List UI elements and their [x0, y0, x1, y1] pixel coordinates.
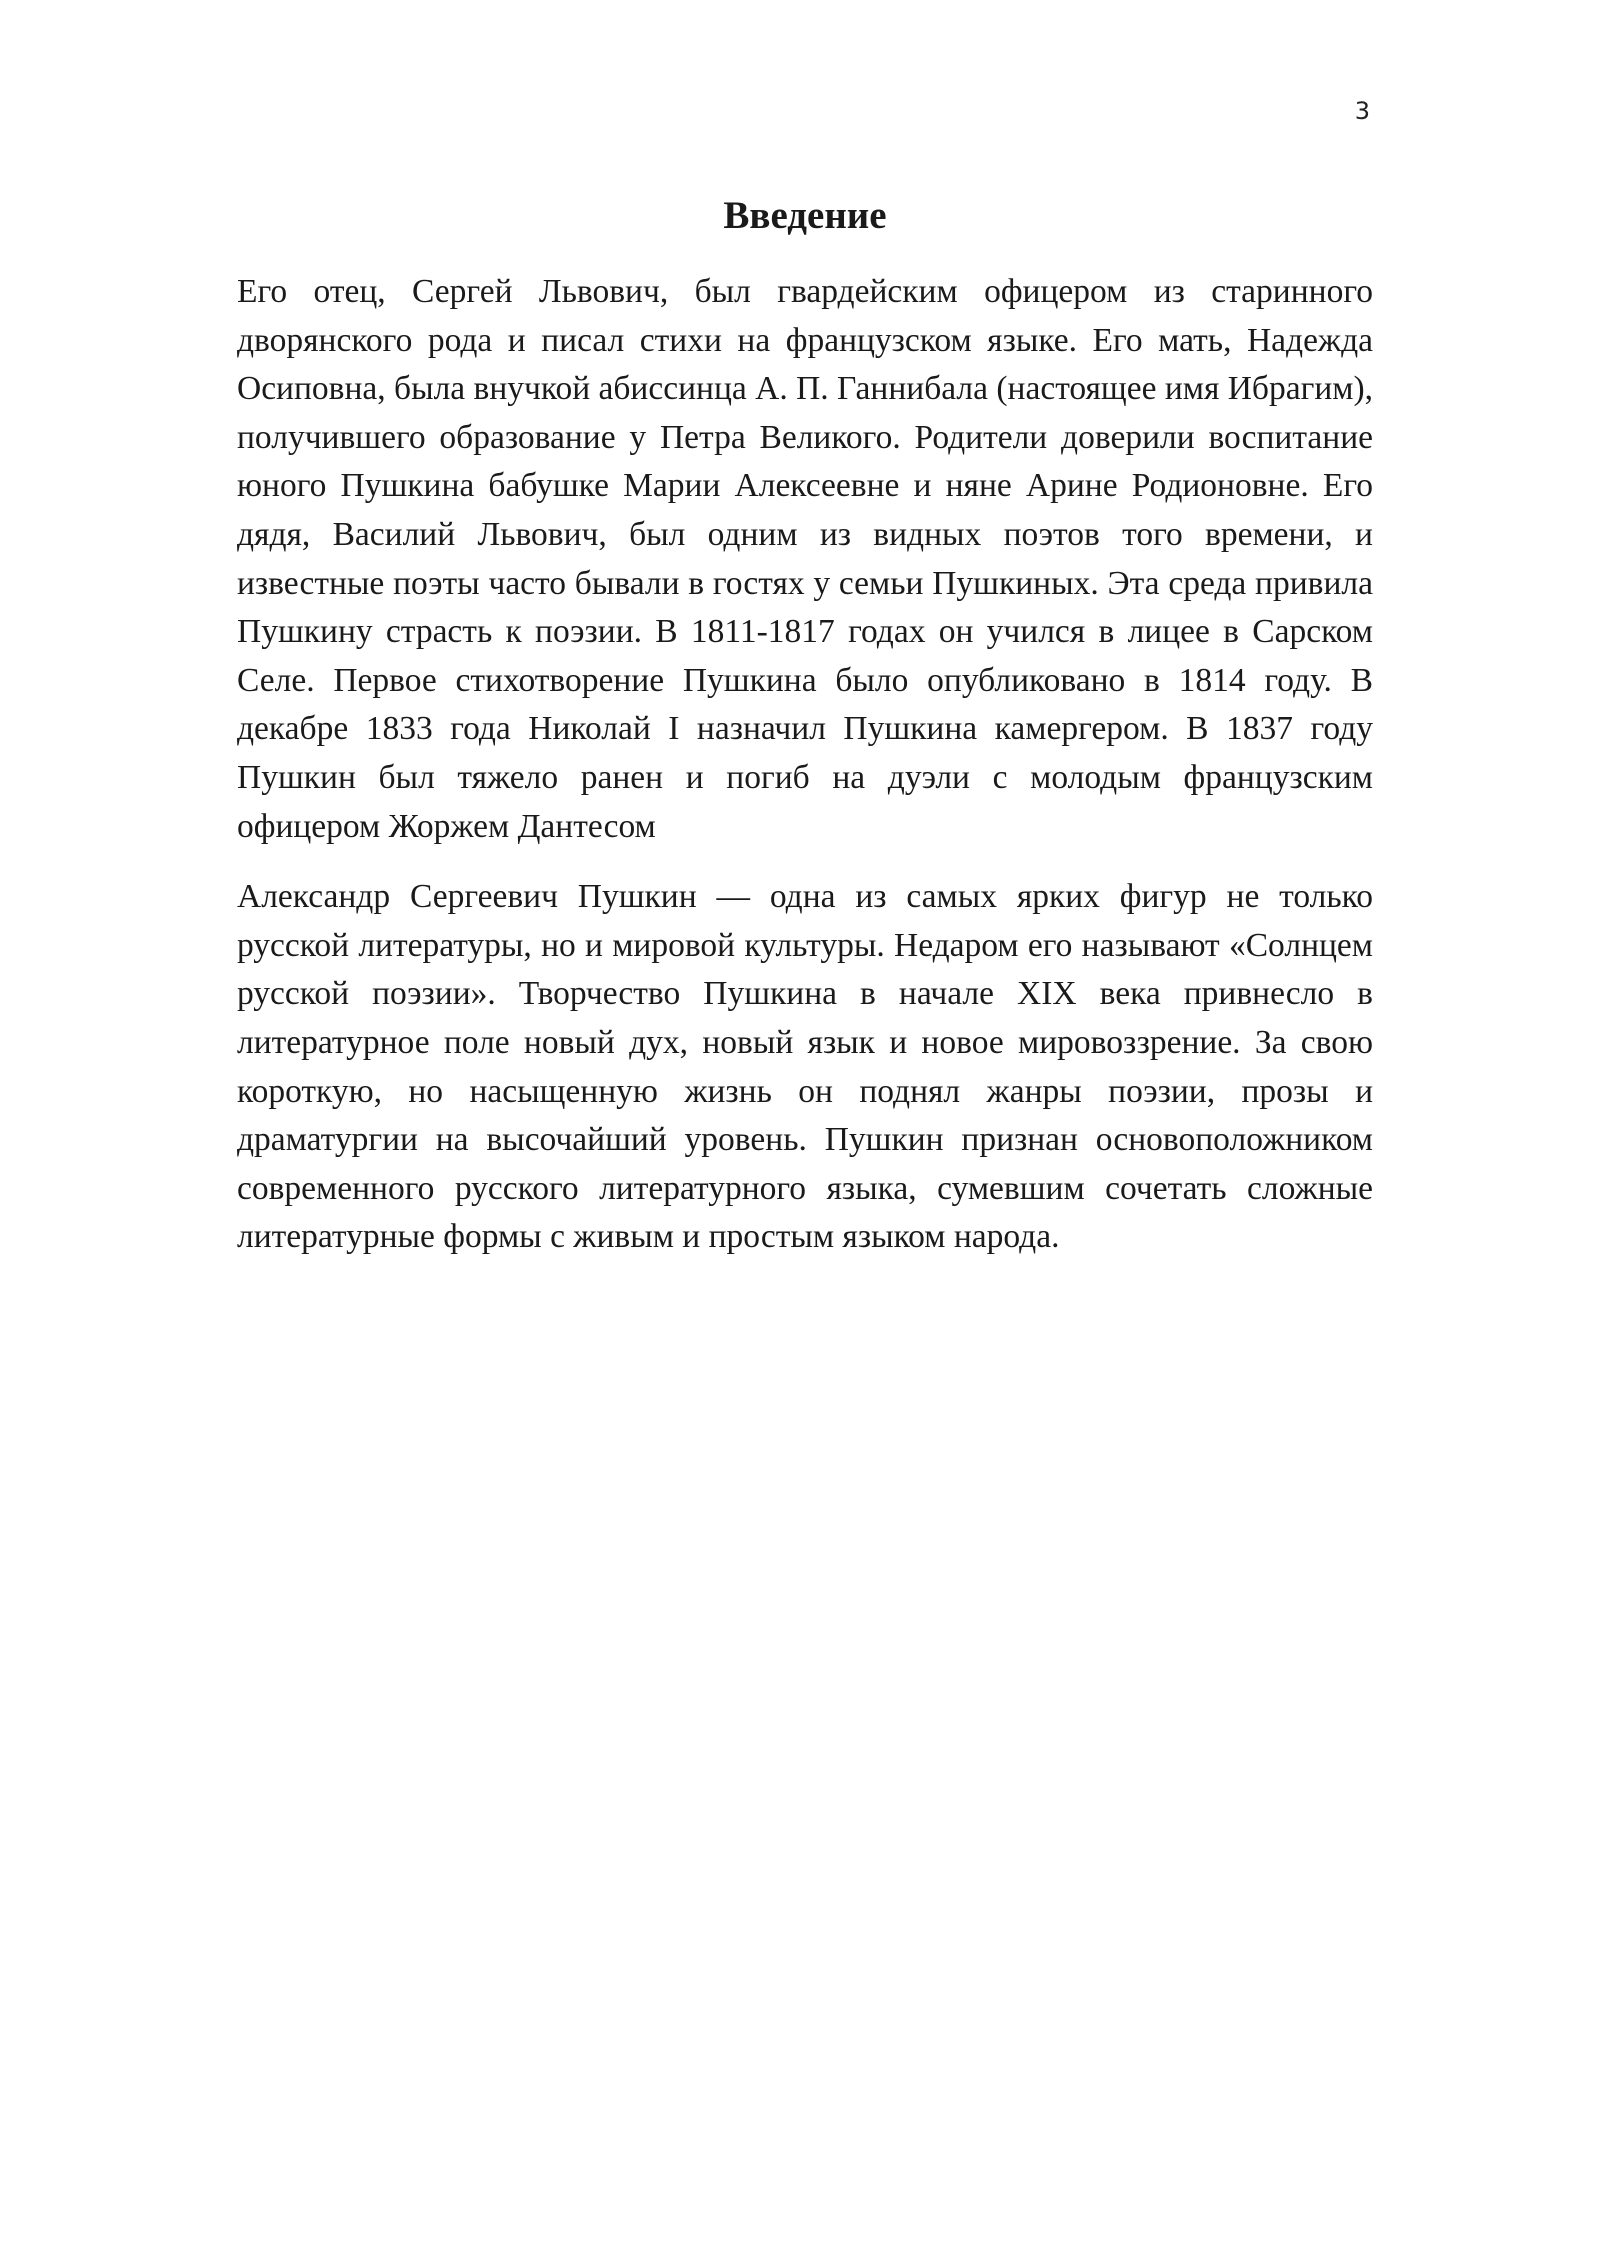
paragraph-biography: Его отец, Сергей Львович, был гвардейским офицером из старинного дворянского рода и писал стихи на французском языке. Его мать, Надежда Осиповна, была внучкой абиссинца А. П. Ганнибала (настоящее имя Ибрагим), получившего образование у Петра Великого. Родители доверили воспитание юного Пушкина бабушке Марии Алексеевне и няне Арине Родионовне. Его дядя, Василий Львович, был одним из видных поэтов того времени, и известные поэты часто бывали в гостях у семьи Пушкиных. Эта среда привила Пушкину страсть к поэзии. В 1811-1817 годах он учился в лицее в Сарском Селе. Первое стихотворение Пушкина было опубликовано в 1814 году. В декабре 1833 года Николай I назначил Пушкина камергером. В 1837 году Пушкин был тяжело ранен и погиб на дуэли с молодым французским офицером Жоржем Дантесом — [237, 273, 1373, 845]
page-content — [237, 188, 1373, 1284]
page-number: 3 — [1354, 97, 1370, 125]
section-heading: Введение — [723, 194, 887, 237]
paragraph-legacy: Александр Сергеевич Пушкин — одна из самых ярких фигур не только русской литературы, но и мировой культуры. Недаром его называют «Солнцем русской поэзии». Творчество Пушкина в начале XIX века привнесло в литературное поле новый дух, новый язык и новое мировоззрение. За свою короткую, но насыщенную жизнь он поднял жанры поэзии, прозы и драматургии на высочайший уровень. Пушкин признан основоположником современного русского литературного языка, сумевшим сочетать сложные литературные формы с живым и простым языком народа. — [237, 878, 1373, 1256]
